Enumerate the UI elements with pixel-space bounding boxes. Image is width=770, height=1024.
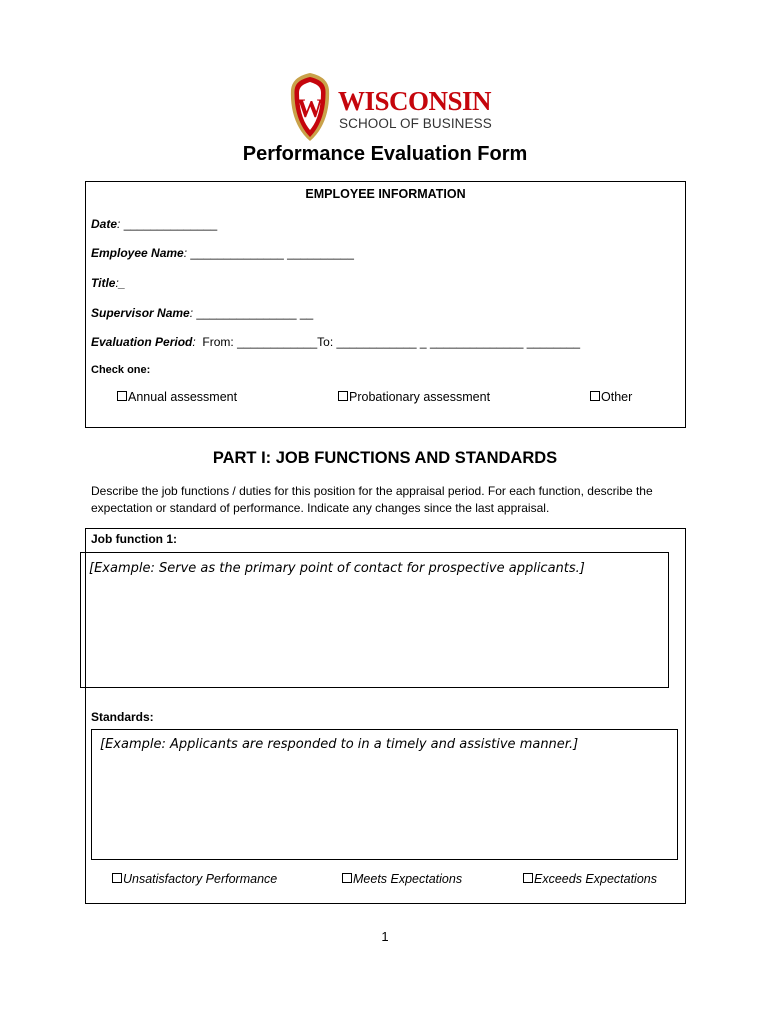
- title-label: Title: [91, 276, 116, 290]
- rating-label: Exceeds Expectations: [534, 872, 657, 886]
- rating-label: Meets Expectations: [353, 872, 463, 886]
- checkbox[interactable]: [523, 873, 533, 883]
- brand-name: WISCONSIN: [338, 86, 492, 116]
- exceeds-expectations-option[interactable]: [523, 872, 657, 886]
- date-value: ______________: [123, 217, 218, 231]
- job-function-input[interactable]: [80, 552, 669, 688]
- evaluation-period-label: Evaluation Period: [91, 335, 193, 349]
- job-function-section: [85, 528, 686, 904]
- checkbox[interactable]: [112, 873, 122, 883]
- rating-label: Unsatisfactory Performance: [123, 872, 278, 886]
- date-label: Date: [91, 217, 118, 231]
- checkbox[interactable]: [590, 391, 600, 401]
- title-field[interactable]: Title:_: [91, 276, 126, 290]
- supervisor-name-label: Supervisor Name: [91, 306, 190, 320]
- employee-info-section: [85, 181, 686, 428]
- standards-input[interactable]: [91, 729, 678, 860]
- crest-icon: [289, 72, 331, 142]
- page-number: 1: [381, 929, 389, 944]
- unsatisfactory-option[interactable]: [112, 872, 277, 886]
- checkbox[interactable]: [342, 873, 352, 883]
- to-label: To:: [317, 335, 334, 349]
- brand-subtitle: SCHOOL OF BUSINESS: [339, 116, 492, 131]
- checkbox[interactable]: [338, 391, 348, 401]
- option-label: Other: [601, 390, 633, 404]
- job-function-label: Job function 1:: [91, 532, 177, 546]
- supervisor-name-field[interactable]: Supervisor Name: _______________ __: [91, 306, 314, 320]
- other-option[interactable]: [590, 390, 632, 404]
- option-label: Annual assessment: [128, 390, 238, 404]
- form-title: Performance Evaluation Form: [242, 143, 528, 165]
- meets-expectations-option[interactable]: [342, 872, 462, 886]
- from-value: ____________: [237, 335, 318, 349]
- job-function-example: [Example: Serve as the primary point of contact for prospective applicants.]: [89, 561, 585, 576]
- date-field[interactable]: Date: ______________: [91, 217, 218, 231]
- checkbox[interactable]: [117, 391, 127, 401]
- from-label: From:: [202, 335, 234, 349]
- employee-name-value: ______________ __________: [190, 246, 354, 260]
- evaluation-period-field[interactable]: Evaluation Period: From: ____________To: ____________ _ ______________ ________: [91, 335, 581, 349]
- check-one-label: Check one:: [91, 364, 151, 376]
- standards-label: Standards:: [91, 710, 154, 724]
- standards-example: [Example: Applicants are responded to in a timely and assistive manner.]: [100, 737, 579, 752]
- employee-name-field[interactable]: Employee Name: ______________ __________: [91, 246, 354, 260]
- part1-intro: Describe the job functions / duties for this position for the appraisal period. For each function, describe the expectation or standard of performance. Indicate any changes since the last appraisal.: [91, 484, 653, 515]
- supervisor-name-value: _______________ __: [196, 306, 314, 320]
- employee-name-label: Employee Name: [91, 246, 184, 260]
- to-value: ____________ _ ______________ ________: [336, 335, 581, 349]
- wisconsin-logo: [289, 72, 492, 142]
- crest-letter: W: [297, 94, 323, 123]
- option-label: Probationary assessment: [349, 390, 491, 404]
- employee-info-heading: EMPLOYEE INFORMATION: [305, 187, 466, 201]
- annual-assessment-option[interactable]: [117, 390, 237, 404]
- probationary-assessment-option[interactable]: [338, 390, 490, 404]
- part1-title: PART I: JOB FUNCTIONS AND STANDARDS: [212, 449, 558, 467]
